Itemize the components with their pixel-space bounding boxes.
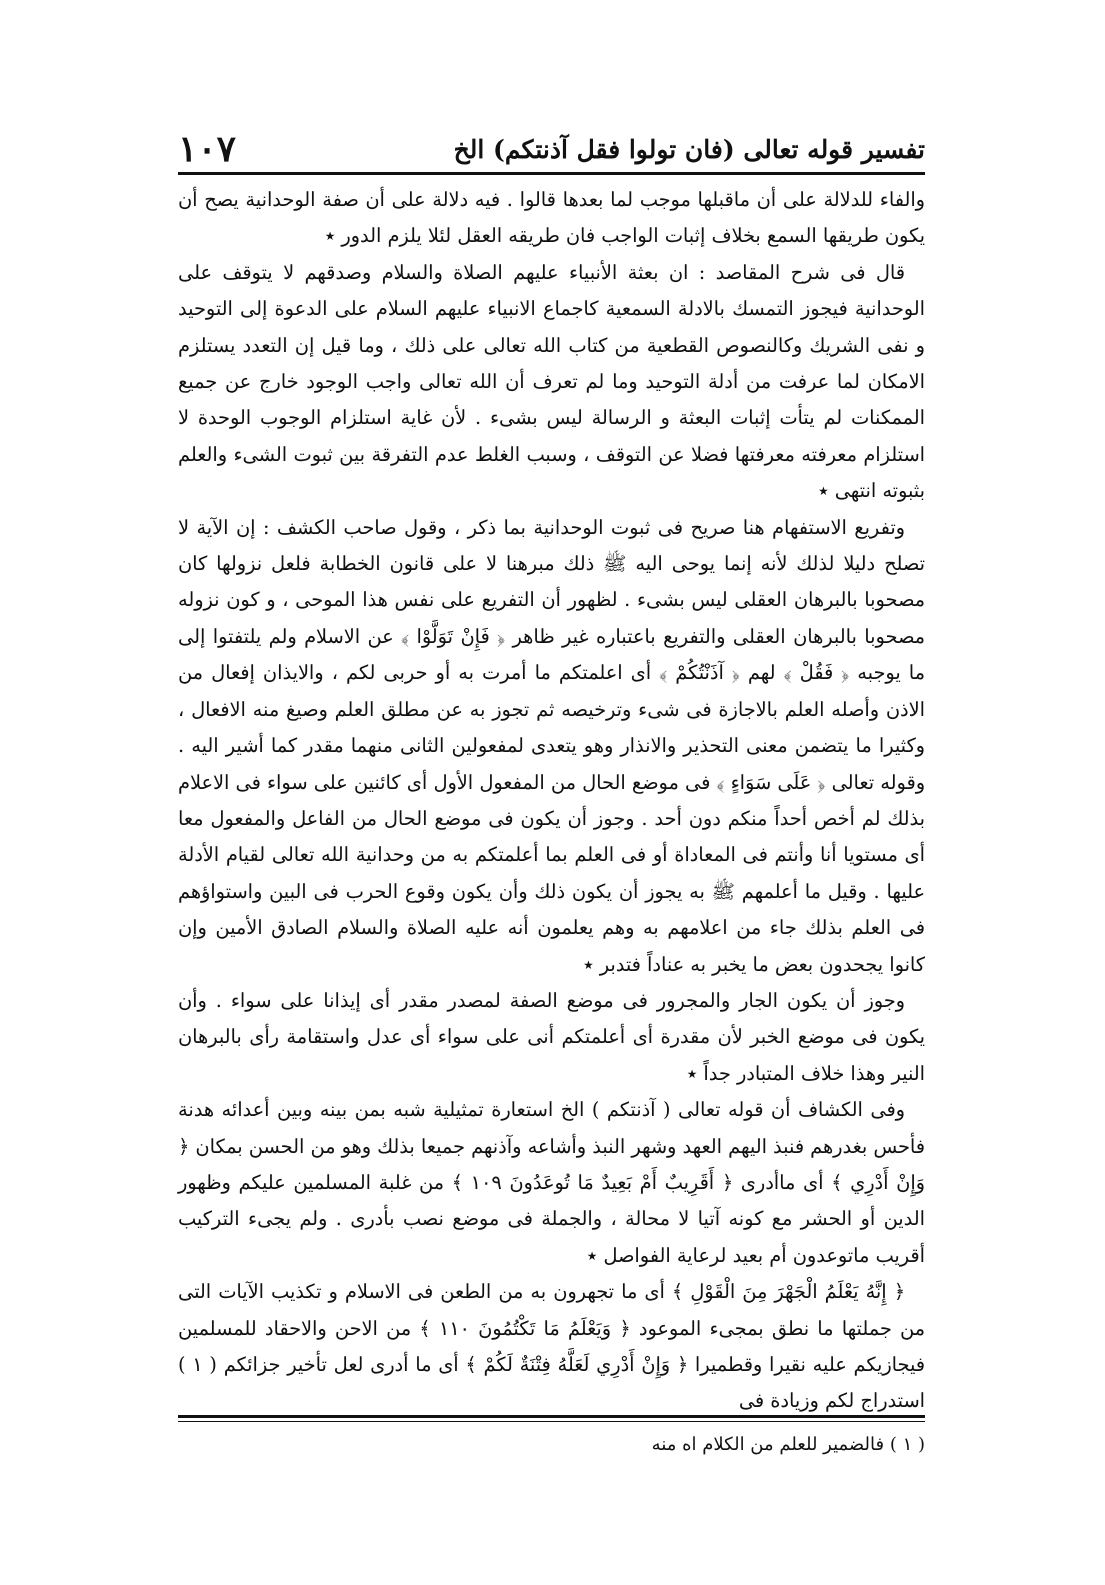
running-title: تفسير قوله تعالى (فان تولوا فقل آذنتكم) الخ	[453, 135, 925, 164]
footnote-divider	[178, 1415, 925, 1418]
footnote-divider-thin	[178, 1421, 925, 1422]
paragraph: وتفريع الاستفهام هنا صريح فى ثبوت الوحدانية بما ذكر ، وقول صاحب الكشف : إن الآية لا تصلح دليلا لذلك لأنه إنما يوحى اليه ﷺ ذلك مبرهنا لا على قانون الخطابة فلعل نزولها كان مصحوبا بالبرهان العقلى ليس بشىء . لظهور أن التفريع على نفس هذا الموحى ، و كون نزوله مصحوبا بالبرهان العقلى والتفريع باعتباره غير ظاهر ﴿ فَإِنْ تَوَلَّوْا ﴾ عن الاسلام ولم يلتفتوا إلى ما يوجبه ﴿ فَقُلْ ﴾ لهم ﴿ آذَنْتُكُمْ ﴾ أى اعلمتكم ما أمرت به أو حربى لكم ، والايذان إفعال من الاذن وأصله العلم بالاجازة فى شىء وترخيصه ثم تجوز به عن مطلق العلم وصيغ منه الافعال ، وكثيرا ما يتضمن معنى التحذير والانذار وهو يتعدى لمفعولين الثانى منهما مقدر كما أشير اليه . وقوله تعالى ﴿ عَلَى سَوَاءٍ ﴾ فى موضع الحال من المفعول الأول أى كائنين على سواء فى الاعلام بذلك لم أخص أحداً منكم دون أحد . وجوز أن يكون فى موضع الحال من الفاعل والمفعول معا أى مستويا أنا وأنتم فى المعاداة أو فى العلم بما أعلمتكم به من وحدانية الله تعالى لقيام الأدلة عليها . وقيل ما أعلمهم ﷺ به يجوز أن يكون ذلك وأن يكون وقوع الحرب فى البين واستواؤهم فى العلم بذلك جاء من اعلامهم به وهم يعلمون أنه عليه الصلاة والسلام الصادق الأمين وإن كانوا يجحدون بعض ما يخبر به عناداً فتدبر ٭	[178, 515, 925, 976]
page-number: ١٠٧	[178, 128, 237, 170]
paragraph: وجوز أن يكون الجار والمجرور فى موضع الصفة لمصدر مقدر أى إيذانا على سواء . وأن يكون فى موضع الخبر لأن مقدرة أى أعلمتكم أنى على سواء أى عدل واستقامة رأى بالبرهان النير وهذا خلاف المتبادر جداً ٭	[178, 988, 925, 1085]
footnote: ( ١ ) فالضمير للعلم من الكلام اه منه	[651, 1434, 925, 1455]
main-text	[178, 182, 925, 1420]
paragraph: وفى الكشاف أن قوله تعالى ( آذنتكم ) الخ استعارة تمثيلية شبه بمن بينه وبين أعدائه هدنة فأحس بغدرهم فنبذ اليهم العهد وشهر النبذ وأشاعه وآذنهم جميعا بذلك وهو من الحسن بمكان ﴿ وَإِنْ أَدْرِي ﴾ أى ماأدرى ﴿ أَقَرِيبٌ أَمْ بَعِيدٌ مَا تُوعَدُونَ ١٠٩ ﴾ من غلبة المسلمين عليكم وظهور الدين أو الحشر مع كونه آتيا لا محالة ، والجملة فى موضع نصب بأدرى . ولم يجىء التركيب أقريب ماتوعدون أم بعيد لرعاية الفواصل ٭	[178, 1098, 925, 1267]
paragraph: والفاء للدلالة على أن ماقبلها موجب لما بعدها قالوا . فيه دلالة على أن صفة الوحدانية يصح أن يكون طريقها السمع بخلاف إثبات الواجب فان طريقه العقل لئلا يلزم الدور ٭	[178, 188, 925, 248]
paragraph: ﴿ إِنَّهُ يَعْلَمُ الْجَهْرَ مِنَ الْقَوْلِ ﴾ أى ما تجهرون به من الطعن فى الاسلام و تكذيب الآيات التى من جملتها ما نطق بمجىء الموعود ﴿ وَيَعْلَمُ مَا تَكْتُمُونَ ١١٠ ﴾ من الاحن والاحقاد للمسلمين فيجازيكم عليه نقيرا وقطميرا ﴿ وَإِنْ أَدْرِي لَعَلَّهُ فِتْنَةٌ لَكُمْ ﴾ أى ما أدرى لعل تأخير جزائكم ( ١ ) استدراج لكم وزيادة فى	[178, 1280, 926, 1413]
paragraph: قال فى شرح المقاصد : ان بعثة الأنبياء عليهم الصلاة والسلام وصدقهم لا يتوقف على الوحدانية فيجوز التمسك بالادلة السمعية كاجماع الانبياء عليهم السلام على الدعوة إلى التوحيد و نفى الشريك وكالنصوص القطعية من كتاب الله تعالى على ذلك ، وما قيل إن التعدد يستلزم الامكان لما عرفت من أدلة التوحيد وما لم تعرف أن الله تعالى واجب الوجود خارج عن جميع الممكنات لم يتأت إثبات البعثة و الرسالة ليس بشىء . لأن غاية استلزام الوجوب الوحدة لا استلزام معرفته معرفتها فضلا عن التوقف ، وسبب الغلط عدم التفرقة بين ثبوت الشىء والعلم بثبوته انتهى ٭	[178, 260, 925, 503]
page-header	[178, 120, 925, 175]
